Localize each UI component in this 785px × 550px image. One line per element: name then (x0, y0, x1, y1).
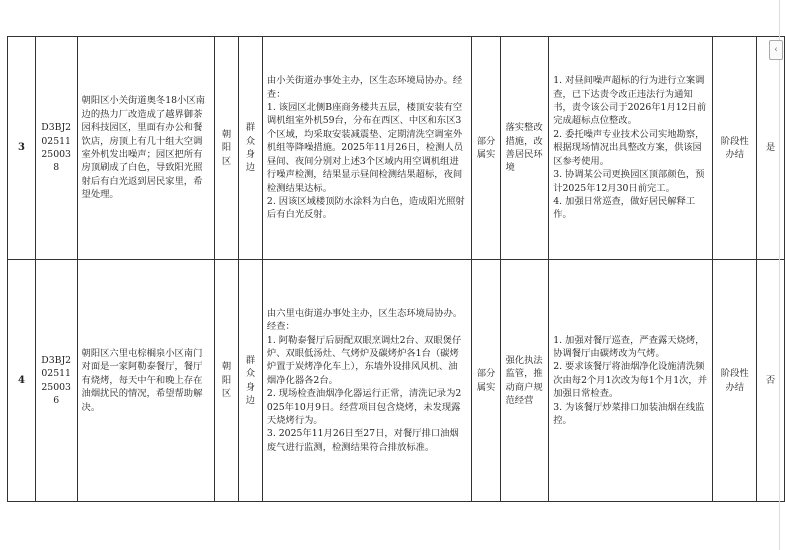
accountability: 是 (757, 37, 785, 260)
row-number: 4 (8, 260, 36, 502)
measures-summary: 落实整改措施，改善居民环境 (501, 37, 549, 260)
investigation-paragraph: 由小关街道办事处主办，区生态环境局协办。经查： (266, 75, 463, 100)
investigation-paragraph: 由六里屯街道办事处主办，区生态环境局协办。经查： (266, 307, 463, 333)
measure-item: 2. 要求该餐厅将油烟净化设施清洗频次由每2个月1次改为每1个月1次，并加强日常检查。 (553, 361, 708, 400)
investigation-paragraph: 2. 现场检查油烟净化器运行正常，清洗记录为2025年10月9日。经营项目包含烧烤，未发现露天烧烤行为。 (266, 388, 462, 427)
handling-status: 阶段性办结 (713, 37, 757, 260)
complaint-type: 群众身边 (239, 37, 263, 260)
verdict: 部分属实 (471, 37, 501, 260)
measures-detail (549, 37, 713, 260)
complaint-type: 群众身边 (239, 260, 263, 502)
measures-detail (549, 260, 713, 502)
table-row (8, 37, 785, 260)
investigation-paragraph: 3. 2025年11月26日至27日，对餐厅排口油烟废气进行监测，检测结果符合排放标准。 (266, 428, 459, 453)
measure-item: 1. 对昼间噪声超标的行为进行立案调查，已下达责令改正违法行为通知书，责令该公司于2026年1月12日前完成超标点位整改。 (553, 75, 707, 127)
measure-item: 3. 协调某公司更换园区顶部颜色，预计2025年12月30日前完工。 (553, 169, 705, 194)
handling-status: 阶段性办结 (713, 260, 757, 502)
district: 朝阳区 (215, 260, 239, 502)
row-number: 3 (8, 37, 36, 260)
page-edge (779, 0, 780, 550)
district: 朝阳区 (215, 37, 239, 260)
measure-item: 1. 加强对餐厅巡查，严查露天烧烤，协调餐厅由碳烤改为气烤。 (553, 334, 705, 359)
table-row (8, 260, 785, 502)
case-code: D3BJ202511250036 (35, 260, 77, 502)
chevron-icon[interactable]: ‹ (769, 40, 783, 60)
measure-item: 3. 为该餐厅炒菜排口加装油烟在线监控。 (553, 401, 705, 427)
measures-summary: 强化执法监管，推动商户规范经营 (501, 260, 549, 502)
investigation-paragraph: 1. 该园区北侧B座商务楼共五层，楼顶安装有空调机组室外机59台，分布在西区、中区和东区3个区域，均采取安装减震垫、定期清洗空调室外机组等降噪措施。2025年11月26日，检测人员昼间、夜间分别对上述3个区域内用空调机组进行噪声检测，结果显示昼间检测结果超标，夜间检测结果达标。 (266, 102, 463, 194)
accountability: 否 (757, 260, 785, 502)
case-code: D3BJ202511250038 (35, 37, 77, 260)
complaint-table (7, 36, 785, 502)
complaint-content: 朝阳区六里屯棕榈泉小区南门对面是一家阿勒泰餐厅，餐厅有烧烤，每天中午和晚上存在油烟扰民的情况，希望帮助解决。 (77, 260, 215, 502)
investigation-paragraph: 2. 因该区域楼顶防水涂料为白色，造成阳光照射后有白光反射。 (266, 195, 465, 221)
measure-item: 4. 加强日常巡查，做好居民解释工作。 (553, 195, 696, 221)
verdict: 部分属实 (471, 260, 501, 502)
complaint-content: 朝阳区小关街道奥冬18小区南边的热力厂改造成了越界御茶园科技园区，里面有办公和餐饮店，房顶上有几十组大空调室外机发出噪声；园区把所有房顶刷成了白色，导致阳光照射后有白光返到居民家里，希望处理。 (77, 37, 215, 260)
measure-item: 2. 委托噪声专业技术公司实地勘察，根据现场情况出具整改方案，供该园区参考使用。 (553, 128, 705, 167)
investigation-result (262, 260, 471, 502)
investigation-paragraph: 1. 阿勒泰餐厅后厨配双眼烹调灶2台、双眼煲仔炉、双眼低汤灶、气烤炉及碳烤炉各1台（碳烤炉置于炭烤净化车上），东墙外设排风风机、油烟净化器各2台。 (266, 334, 462, 386)
investigation-result (262, 37, 471, 260)
